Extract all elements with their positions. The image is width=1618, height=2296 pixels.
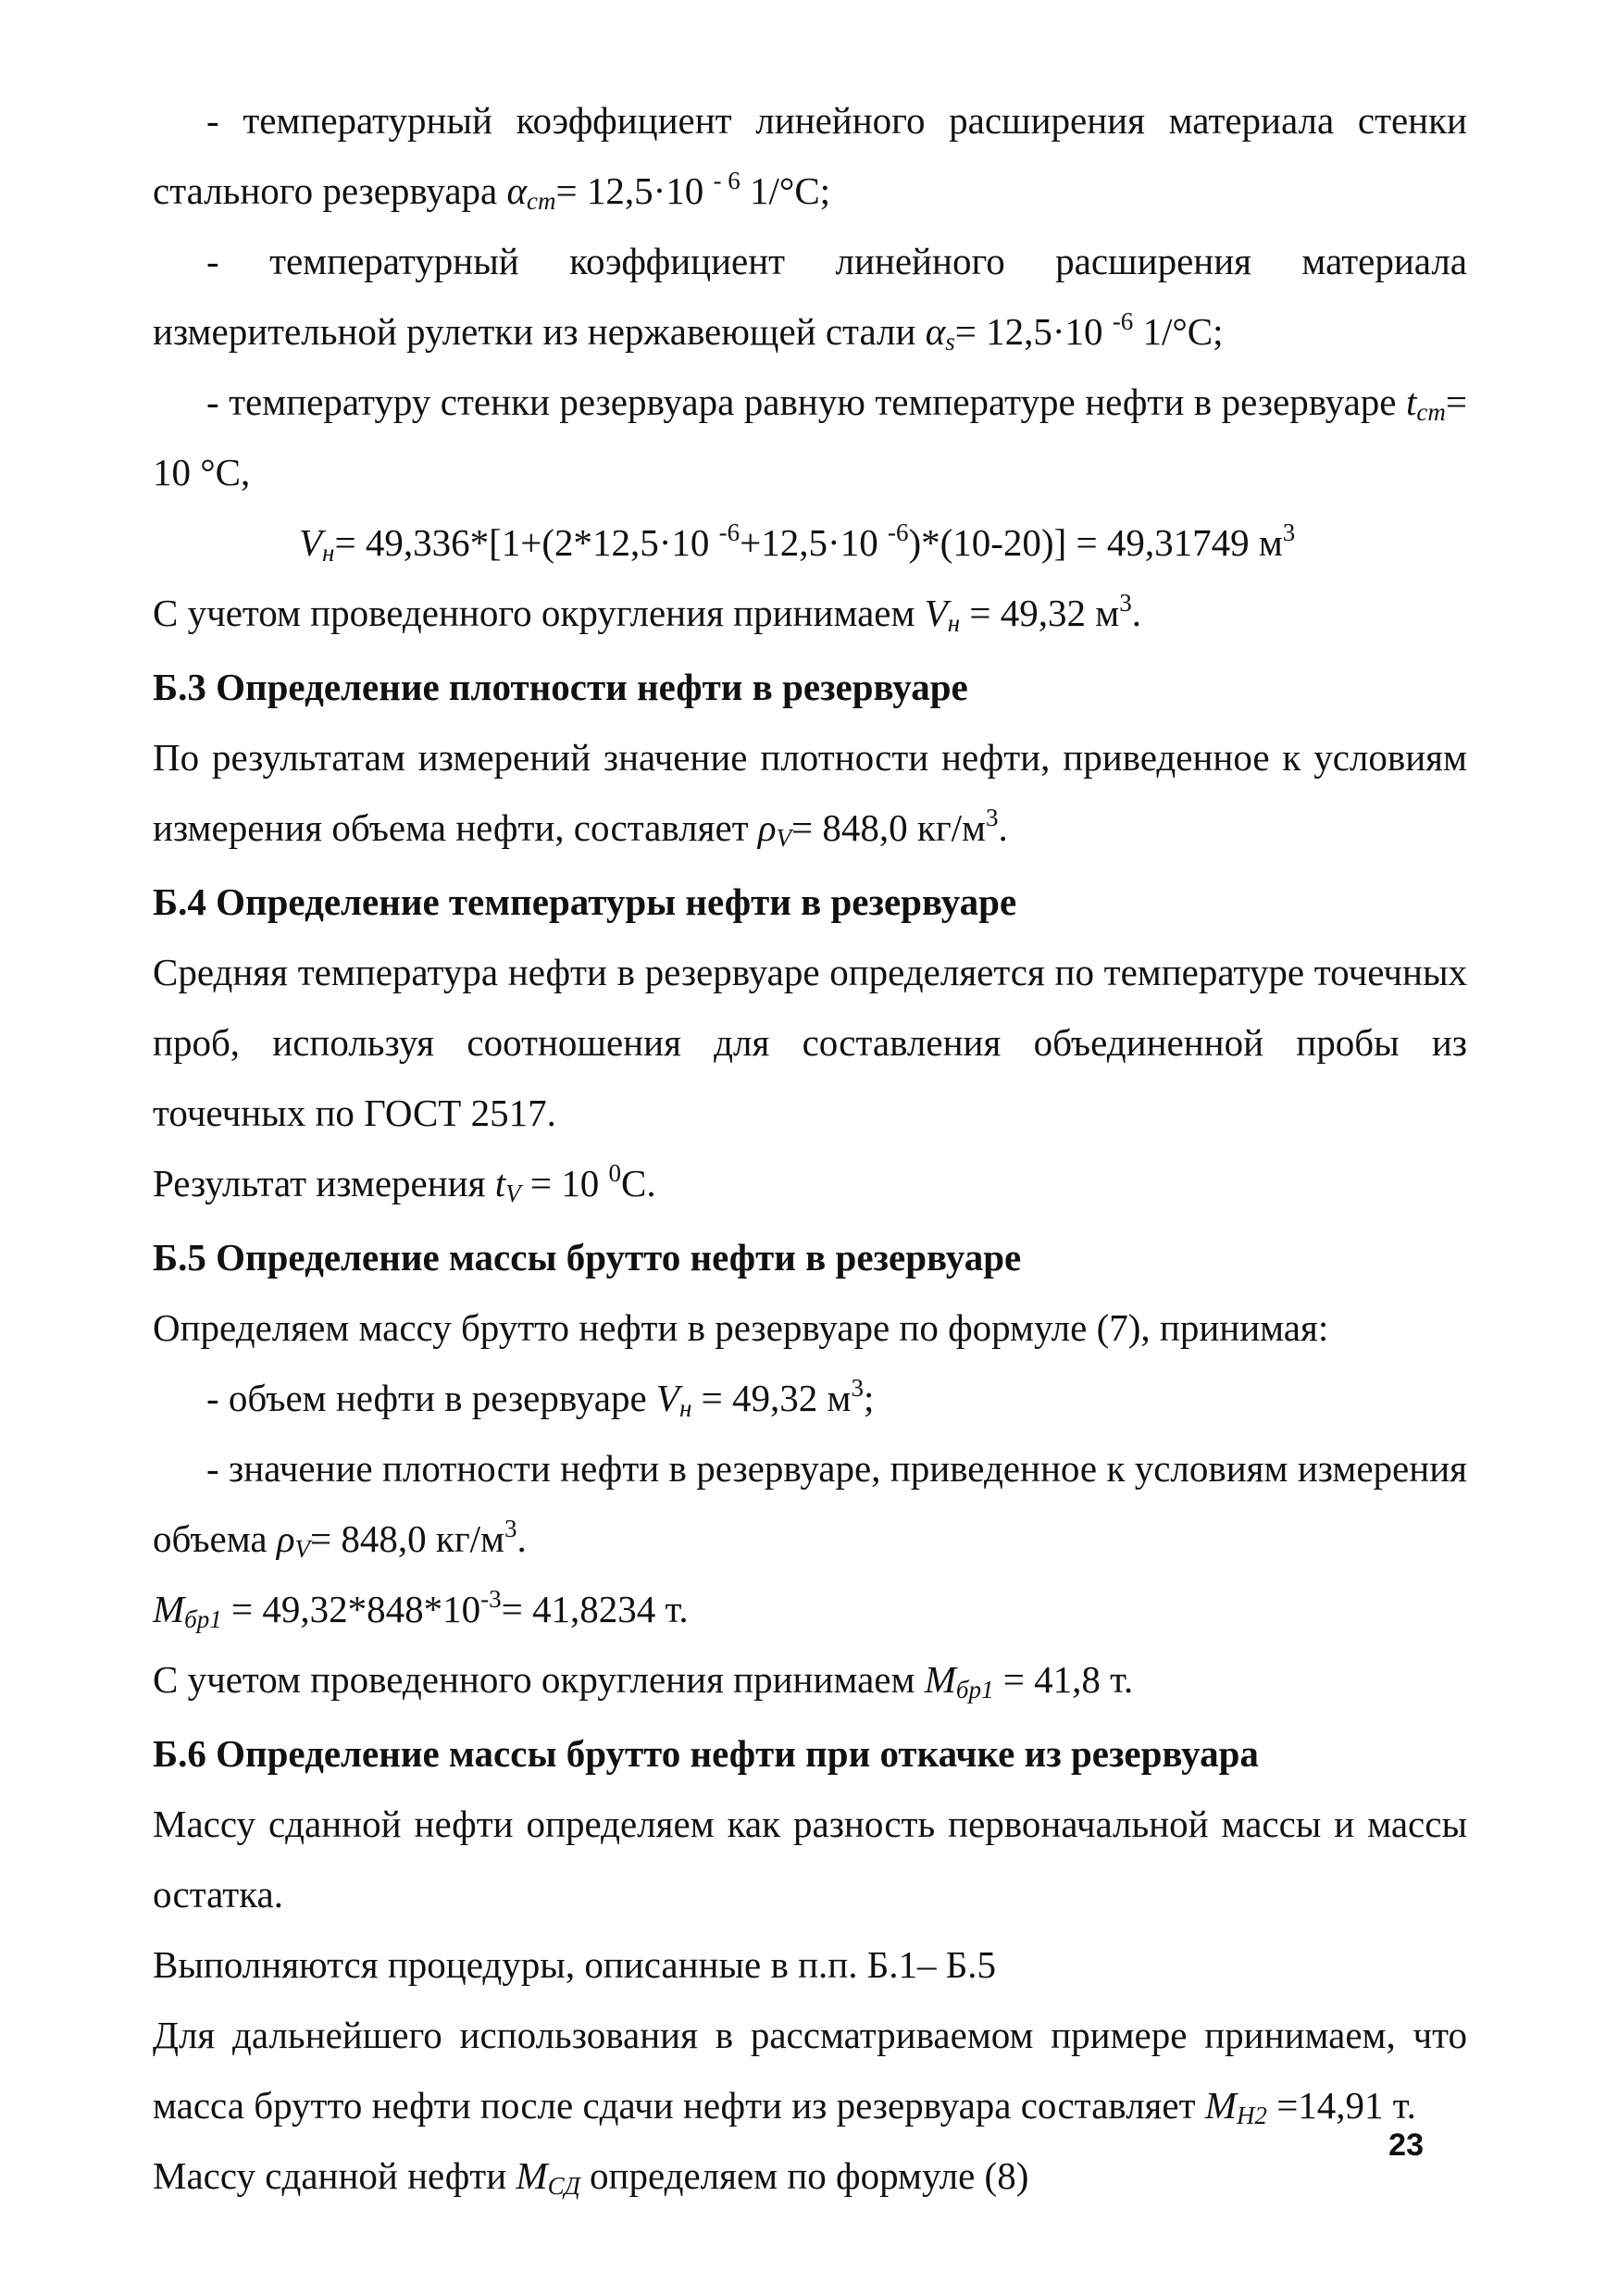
exponent: 0 — [608, 1159, 621, 1187]
exponent: 3 — [1119, 589, 1132, 617]
symbol: t — [494, 1162, 506, 1204]
paragraph-mass-delivered — [153, 2140, 1467, 2211]
formula-part: +12,5·10 — [740, 521, 888, 564]
text: С учетом проведенного округления принимаем — [153, 1658, 925, 1701]
formula-part: = 41,8234 т. — [501, 1588, 689, 1630]
subscript: V — [505, 1179, 521, 1207]
paragraph-alpha-tape — [153, 226, 1467, 367]
text: С учетом проведенного округления принимаем — [153, 592, 925, 634]
exponent: -6 — [887, 518, 909, 546]
subscript: СД — [547, 2172, 580, 2200]
symbol: V — [924, 592, 948, 634]
punct: . — [998, 806, 1008, 849]
paragraph-mass-intro: Определяем массу брутто нефти в резервуаре по формуле (7), принимая: — [153, 1306, 1329, 1349]
subscript: н — [947, 609, 961, 637]
symbol: ρ — [757, 806, 777, 849]
exponent: 3 — [1282, 518, 1296, 546]
symbol: ρ — [276, 1517, 295, 1560]
formula-volume — [153, 507, 1467, 578]
subscript: бр1 — [955, 1676, 994, 1703]
text: - объем нефти в резервуаре — [206, 1377, 656, 1419]
paragraph-mass-after — [153, 2000, 1467, 2140]
formula-mass — [153, 1574, 1467, 1644]
subscript: бр1 — [184, 1605, 222, 1633]
formula-part: = 49,336*[1+(2*12,5·10 — [334, 521, 719, 564]
symbol: M — [153, 1588, 185, 1630]
paragraph-wall-temperature — [153, 367, 1467, 507]
subscript: Н2 — [1236, 2102, 1267, 2129]
unit: 1/°C; — [740, 169, 831, 212]
page-body — [153, 85, 1467, 2211]
paragraph-procedures: Выполняются процедуры, описанные в п.п. Б.1– Б.5 — [153, 1943, 997, 1986]
symbol: α — [925, 310, 946, 353]
list-item-volume — [153, 1363, 1467, 1433]
subscript: ст — [527, 187, 556, 215]
text: Результат измерения — [153, 1162, 495, 1204]
value: = 41,8 т. — [993, 1658, 1134, 1701]
value: = 12,5·10 — [954, 310, 1113, 353]
exponent: -6 — [1112, 307, 1134, 335]
exponent: 3 — [504, 1515, 517, 1542]
symbol: M — [516, 2154, 548, 2197]
page-number: 23 — [1388, 2128, 1424, 2163]
exponent: 3 — [851, 1374, 864, 1402]
subscript: ст — [1416, 398, 1446, 426]
text: - температурный коэффициент линейного расширения материала стенки стального резервуара — [153, 99, 1467, 212]
symbol: M — [924, 1658, 956, 1701]
value: = 10 — [520, 1162, 609, 1204]
symbol: t — [1405, 381, 1417, 423]
symbol: V — [299, 521, 323, 564]
value: = 49,32 м — [960, 592, 1120, 634]
paragraph-density — [153, 722, 1467, 863]
text: определяем по формуле (8) — [579, 2154, 1029, 2197]
paragraph-temperature-method: Средняя температура нефти в резервуаре определяется по температуре точечных проб, используя соотношения для составления объединенной пробы из точечных по ГОСТ 2517. — [153, 951, 1467, 1134]
paragraph-temperature-result — [153, 1148, 1467, 1218]
paragraph-mass-rounded — [153, 1644, 1467, 1715]
value: =14,91 т. — [1266, 2084, 1416, 2127]
paragraph-mass-difference: Массу сданной нефти определяем как разность первоначальной массы и массы остатка. — [153, 1803, 1467, 1915]
list-item-density — [153, 1433, 1467, 1574]
exponent: - 6 — [713, 167, 741, 194]
paragraph-alpha-wall — [153, 85, 1467, 226]
symbol: α — [506, 169, 528, 212]
formula-part: )*(10-20)] = 49,31749 м — [908, 521, 1283, 564]
value: = 10 °C, — [153, 381, 1467, 493]
punct: . — [517, 1517, 527, 1560]
symbol: M — [1204, 2084, 1237, 2127]
value: = 49,32 м — [691, 1377, 852, 1419]
subscript: s — [945, 328, 955, 356]
subscript: н — [322, 539, 335, 567]
value: = 848,0 кг/м — [791, 806, 986, 849]
text: Для дальнейшего использования в рассматриваемом примере принимаем, что масса брутто нефти после сдачи нефти из резервуара составляет — [153, 2014, 1467, 2127]
text: - температурный коэффициент линейного расширения материала измерительной рулетки из нержавеющей стали — [153, 240, 1467, 353]
punct: ; — [863, 1377, 875, 1419]
section-heading-b4: Б.4 Определение температуры нефти в резервуаре — [153, 880, 1017, 923]
unit: С. — [620, 1162, 656, 1204]
subscript: н — [678, 1394, 692, 1422]
paragraph-volume-rounded — [153, 578, 1467, 648]
text: - температуру стенки резервуара равную температуре нефти в резервуаре — [206, 381, 1406, 423]
subscript: V — [294, 1535, 311, 1563]
section-heading-b3: Б.3 Определение плотности нефти в резервуаре — [153, 666, 968, 708]
symbol: V — [655, 1377, 679, 1419]
text: По результатам измерений значение плотности нефти, приведенное к условиям измерения объема нефти, составляет — [153, 736, 1467, 849]
section-heading-b5: Б.5 Определение массы брутто нефти в резервуаре — [153, 1236, 1022, 1279]
punct: . — [1131, 592, 1141, 634]
value: = 12,5·10 — [555, 169, 714, 212]
unit: 1/°C; — [1133, 310, 1224, 353]
exponent: -6 — [718, 518, 741, 546]
text: Массу сданной нефти — [153, 2154, 517, 2197]
exponent: -3 — [480, 1585, 502, 1613]
subscript: V — [776, 824, 792, 852]
section-heading-b6: Б.6 Определение массы брутто нефти при откачке из резервуара — [153, 1732, 1259, 1775]
text: - значение плотности нефти в резервуаре, приведенное к условиям измерения объема — [153, 1447, 1467, 1560]
value: = 848,0 кг/м — [310, 1517, 504, 1560]
exponent: 3 — [985, 804, 999, 831]
formula-part: = 49,32*848*10 — [221, 1588, 481, 1630]
